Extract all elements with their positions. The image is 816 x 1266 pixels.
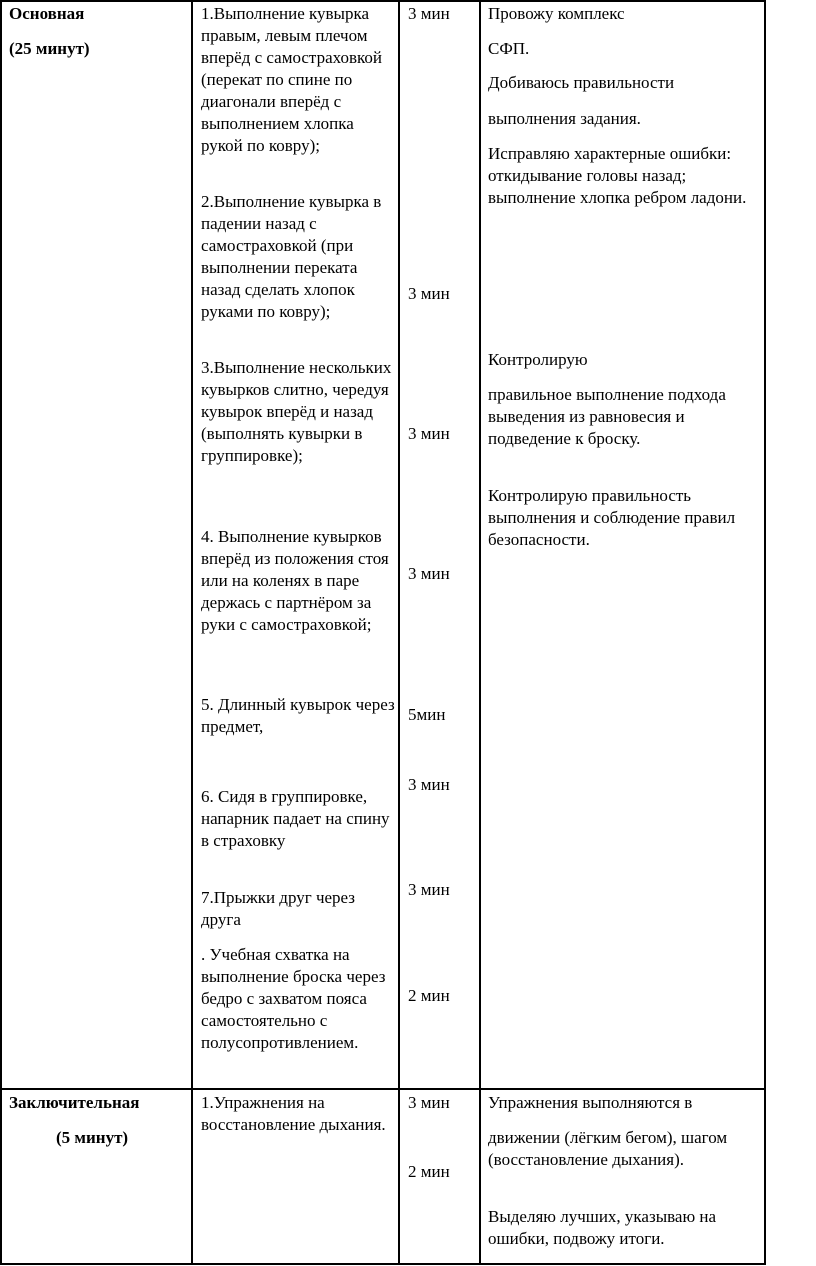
- table-bottom-border: [0, 1263, 766, 1265]
- note-3: Добиваюсь правильности: [488, 73, 675, 92]
- note-4: выполнения задания.: [488, 109, 641, 128]
- time-8: 2 мин: [408, 986, 450, 1005]
- table-left-border: [0, 0, 2, 1264]
- time-2: 3 мин: [408, 284, 450, 303]
- time-1: 3 мин: [408, 4, 450, 23]
- final-note-2: движении (лёгким бегом), шагом (восстановление дыхания).: [488, 1128, 728, 1169]
- time-7: 3 мин: [408, 880, 450, 899]
- final-time-2: 2 мин: [408, 1162, 450, 1181]
- table-right-border: [764, 0, 766, 1264]
- exercise-2: 2.Выполнение кувырка в падении назад с самостраховкой (при выполнении переката назад сделать хлопок руками по ковру);: [201, 192, 382, 321]
- note-5: Исправляю характерные ошибки: откидывание головы назад; выполнение хлопка ребром ладони.: [488, 144, 747, 207]
- final-note-1: Упражнения выполняются в: [488, 1093, 693, 1112]
- main-section-duration: (25 минут): [9, 39, 90, 58]
- exercise-6: 6. Сидя в группировке, напарник падает на спину в страховку: [201, 787, 390, 850]
- column-divider-1: [191, 0, 193, 1264]
- time-4: 3 мин: [408, 564, 450, 583]
- time-3: 3 мин: [408, 424, 450, 443]
- note-1: Провожу комплекс: [488, 4, 625, 23]
- final-section-duration: (5 минут): [56, 1128, 129, 1147]
- note-7: правильное выполнение подхода выведения из равновесия и подведение к броску.: [488, 385, 726, 448]
- note-6: Контролирую: [488, 350, 588, 369]
- exercise-4: 4. Выполнение кувырков вперёд из положения стоя или на коленях в паре держась с партнёром за руки с самостраховкой;: [201, 527, 389, 634]
- final-note-3: Выделяю лучших, указываю на ошибки, подвожу итоги.: [488, 1207, 717, 1248]
- final-exercise-1: 1.Упражнения на восстановление дыхания.: [201, 1093, 386, 1134]
- row-divider: [0, 1088, 766, 1090]
- table-top-border: [0, 0, 766, 2]
- note-8: Контролирую правильность выполнения и соблюдение правил безопасности.: [488, 486, 736, 549]
- time-5: 5мин: [408, 705, 446, 724]
- exercise-1: 1.Выполнение кувырка правым, левым плечом вперёд с самостраховкой (перекат по спине по диагонали вперёд с выполнением хлопка рукой по ковру);: [201, 4, 382, 155]
- exercise-3: 3.Выполнение нескольких кувырков слитно, чередуя кувырок вперёд и назад (выполнять кувырки в группировке);: [201, 358, 392, 465]
- column-divider-2: [398, 0, 400, 1264]
- time-6: 3 мин: [408, 775, 450, 794]
- column-divider-3: [479, 0, 481, 1264]
- note-2: СФП.: [488, 39, 530, 58]
- exercise-8: . Учебная схватка на выполнение броска через бедро с захватом пояса самостоятельно с полусопротивлением.: [201, 945, 386, 1052]
- exercise-5: 5. Длинный кувырок через предмет,: [201, 695, 395, 736]
- final-section-name: Заключительная: [9, 1093, 140, 1112]
- main-section-name: Основная: [9, 4, 85, 23]
- final-time-1: 3 мин: [408, 1093, 450, 1112]
- exercise-7: 7.Прыжки друг через друга: [201, 888, 356, 929]
